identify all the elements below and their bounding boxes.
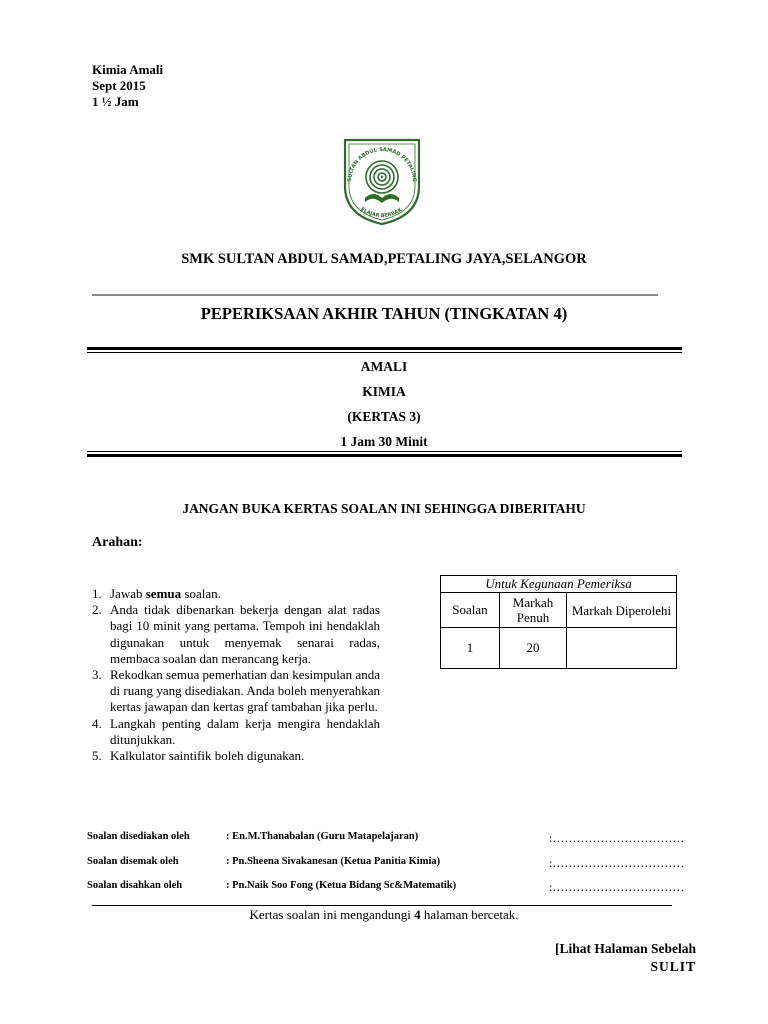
paper-subject: KIMIA — [362, 384, 406, 399]
examiner-table — [440, 575, 677, 669]
instruction-text: Langkah penting dalam kerja mengira hendaklah ditunjukkan. — [110, 715, 380, 747]
double-rule-bottom — [87, 454, 682, 457]
instruction-item — [92, 586, 380, 602]
instruction-number: 5. — [92, 748, 102, 764]
warning-text: JANGAN BUKA KERTAS SOALAN INI SEHINGGA DIBERITAHU — [182, 501, 586, 516]
divider-top — [92, 294, 658, 296]
header-soalan: Soalan — [441, 593, 500, 628]
school-name: SMK SULTAN ABDUL SAMAD,PETALING JAYA,SELANGOR — [181, 251, 587, 267]
instruction-number: 4. — [92, 715, 102, 731]
signature-line: :…………………………… — [549, 880, 685, 894]
svg-text:BELAJAR BERBAKTI: ELAJAR BERBAK — [359, 206, 404, 220]
signature-value: : Pn.Naik Soo Fong (Ketua Bidang Sc&Matematik) — [226, 880, 457, 891]
cell-markah-diperolehi[interactable] — [567, 628, 677, 669]
footer-rule — [92, 905, 672, 906]
double-rule-bottom-thin — [87, 451, 682, 452]
instructions-heading: Arahan: — [92, 535, 143, 550]
svg-text:SMK SULTAN ABDUL SAMAD PETALIN: SULTAN ABDUL SAMAD PETALING — [346, 146, 418, 183]
instruction-number: 3. — [92, 667, 102, 683]
school-logo — [337, 132, 427, 228]
signature-line: :…………………………… — [549, 856, 685, 870]
instruction-text: Jawab semua soalan. — [110, 586, 221, 601]
signature-line: :…………………………… — [549, 831, 685, 845]
signature-label: Soalan disemak oleh — [87, 856, 179, 867]
signature-label: Soalan disediakan oleh — [87, 831, 190, 842]
instruction-text: Kalkulator saintifik boleh digunakan. — [110, 748, 305, 764]
subject-label: Kimia Amali — [92, 62, 164, 77]
instruction-number: 1. — [92, 586, 102, 601]
instruction-number: 2. — [92, 602, 102, 618]
examiner-table-caption: Untuk Kegunaan Pemeriksa — [441, 576, 677, 593]
instruction-text: Rekodkan semua pemerhatian dan kesimpulan anda di ruang yang disediakan. Anda boleh menyerahkan kertas jawapan dan kertas graf tambahan jika perlu. — [110, 667, 380, 715]
instruction-item — [92, 748, 380, 764]
signature-value: : En.M.Thanabalan (Guru Matapelajaran) — [226, 831, 419, 842]
classification-label: SULIT — [650, 959, 696, 974]
paper-type: AMALI — [360, 359, 408, 374]
instruction-item — [92, 667, 380, 716]
exam-title: PEPERIKSAAN AKHIR TAHUN (TINGKATAN 4) — [200, 304, 568, 323]
double-rule-top — [87, 347, 682, 350]
header-markah-diperolehi: Markah Diperolehi — [567, 593, 677, 628]
instruction-text: Anda tidak dibenarkan bekerja dengan alat radas bagi 10 minit yang pertama. Tempoh ini hendaklah digunakan untuk menyemak senarai radas, membaca soalan dan merancang kerja. — [110, 602, 380, 666]
instructions-list — [92, 586, 380, 764]
signature-label: Soalan disahkan oleh — [87, 880, 183, 891]
instruction-item — [92, 602, 380, 667]
school-seal-icon — [337, 132, 427, 228]
next-page-note: [Lihat Halaman Sebelah — [554, 941, 696, 956]
page-count-text: Kertas soalan ini mengandungi 4 halaman bercetak. — [249, 907, 519, 922]
doc-header — [92, 62, 163, 110]
cell-soalan: 1 — [441, 628, 500, 669]
double-rule-top-thin — [87, 352, 682, 353]
date-label: Sept 2015 — [92, 78, 146, 93]
duration-label: 1 ½ Jam — [92, 94, 139, 109]
instruction-item — [92, 716, 380, 748]
header-markah-penuh: Markah Penuh — [500, 593, 567, 628]
table-row — [441, 628, 677, 669]
signature-value: : Pn.Sheena Sivakanesan (Ketua Panitia Kimia) — [226, 856, 441, 867]
cell-markah-penuh: 20 — [500, 628, 567, 669]
paper-time: 1 Jam 30 Minit — [340, 434, 428, 449]
paper-number: (KERTAS 3) — [347, 409, 421, 424]
